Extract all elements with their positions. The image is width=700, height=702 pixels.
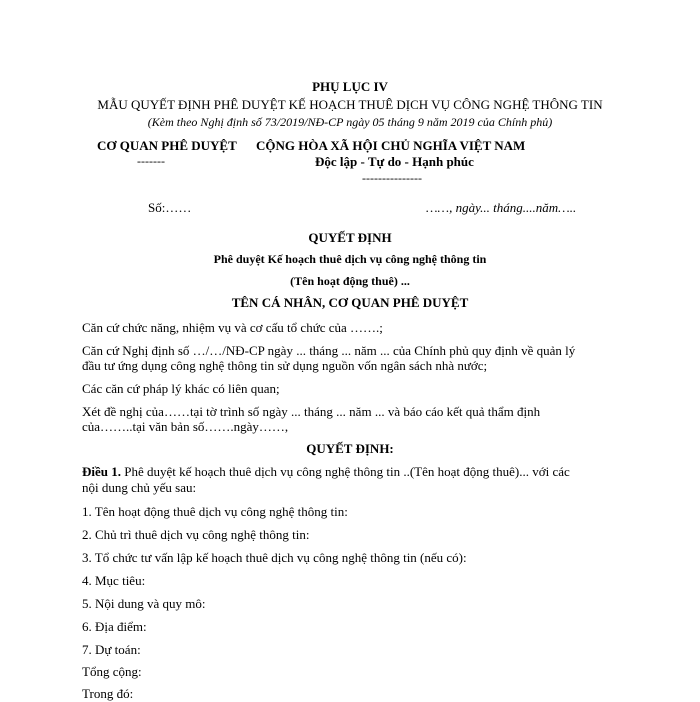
decision-authority: TÊN CÁ NHÂN, CƠ QUAN PHÊ DUYỆT: [231, 295, 469, 310]
item-1: 1. Tên hoạt động thuê dịch vụ công nghệ thông tin:: [82, 504, 348, 519]
nation-name: CỘNG HÒA XÃ HỘI CHỦ NGHĨA VIỆT NAM: [256, 138, 526, 153]
item-breakdown: Trong đó:: [82, 686, 134, 701]
decision-activity: (Tên hoạt động thuê) ...: [290, 274, 410, 288]
item-3: 3. Tổ chức tư vấn lập kế hoạch thuê dịch vụ công nghệ thông tin (nếu có):: [82, 550, 467, 565]
decision-title: QUYẾT ĐỊNH: [308, 230, 392, 245]
document-number: Số:……: [148, 200, 192, 215]
item-total: Tổng cộng:: [82, 664, 142, 679]
preamble-line-2a: Căn cứ Nghị định số …/…/NĐ-CP ngày ... tháng ... năm ... của Chính phủ quy định về quản lý: [82, 343, 576, 358]
agency-name: CƠ QUAN PHÊ DUYỆT: [97, 138, 237, 153]
nation-separator: ---------------: [362, 171, 422, 185]
article-1: [82, 464, 570, 480]
date-line: ……, ngày... tháng....năm…..: [426, 200, 577, 215]
preamble-line-2b: đầu tư ứng dụng công nghệ thông tin sử dụng nguồn vốn ngân sách nhà nước;: [82, 358, 488, 373]
agency-separator: -------: [137, 154, 165, 168]
item-2: 2. Chủ trì thuê dịch vụ công nghệ thông tin:: [82, 527, 310, 542]
item-5: 5. Nội dung và quy mô:: [82, 596, 206, 611]
preamble-line-4b: của……..tại văn bản số…….ngày……,: [82, 419, 289, 434]
item-7: 7. Dự toán:: [82, 642, 141, 657]
preamble-line-4a: Xét đề nghị của……tại tờ trình số ngày ... tháng ... năm ... và báo cáo kết quả thẩm định: [82, 404, 541, 419]
decides-heading: QUYẾT ĐỊNH:: [306, 441, 394, 456]
appendix-title: PHỤ LỤC IV: [312, 79, 388, 94]
article-1-label: Điều 1.: [82, 464, 121, 479]
article-1-text: Phê duyệt kế hoạch thuê dịch vụ công nghệ thông tin ..(Tên hoạt động thuê)... với các: [121, 464, 570, 479]
decision-subject: Phê duyệt Kế hoạch thuê dịch vụ công nghệ thông tin: [213, 252, 487, 266]
form-title: MẪU QUYẾT ĐỊNH PHÊ DUYỆT KẾ HOẠCH THUÊ DỊCH VỤ CÔNG NGHỆ THÔNG TIN: [97, 97, 603, 112]
item-6: 6. Địa điểm:: [82, 619, 147, 634]
preamble-line-3: Các căn cứ pháp lý khác có liên quan;: [82, 381, 280, 396]
preamble-line-1: Căn cứ chức năng, nhiệm vụ và cơ cấu tổ chức của …….;: [82, 320, 383, 335]
attached-note: (Kèm theo Nghị định số 73/2019/NĐ-CP ngày 05 tháng 9 năm 2019 của Chính phủ): [147, 115, 553, 129]
article-1-cont: nội dung chủ yếu sau:: [82, 480, 197, 495]
item-4: 4. Mục tiêu:: [82, 573, 146, 588]
nation-motto: Độc lập - Tự do - Hạnh phúc: [315, 154, 474, 169]
